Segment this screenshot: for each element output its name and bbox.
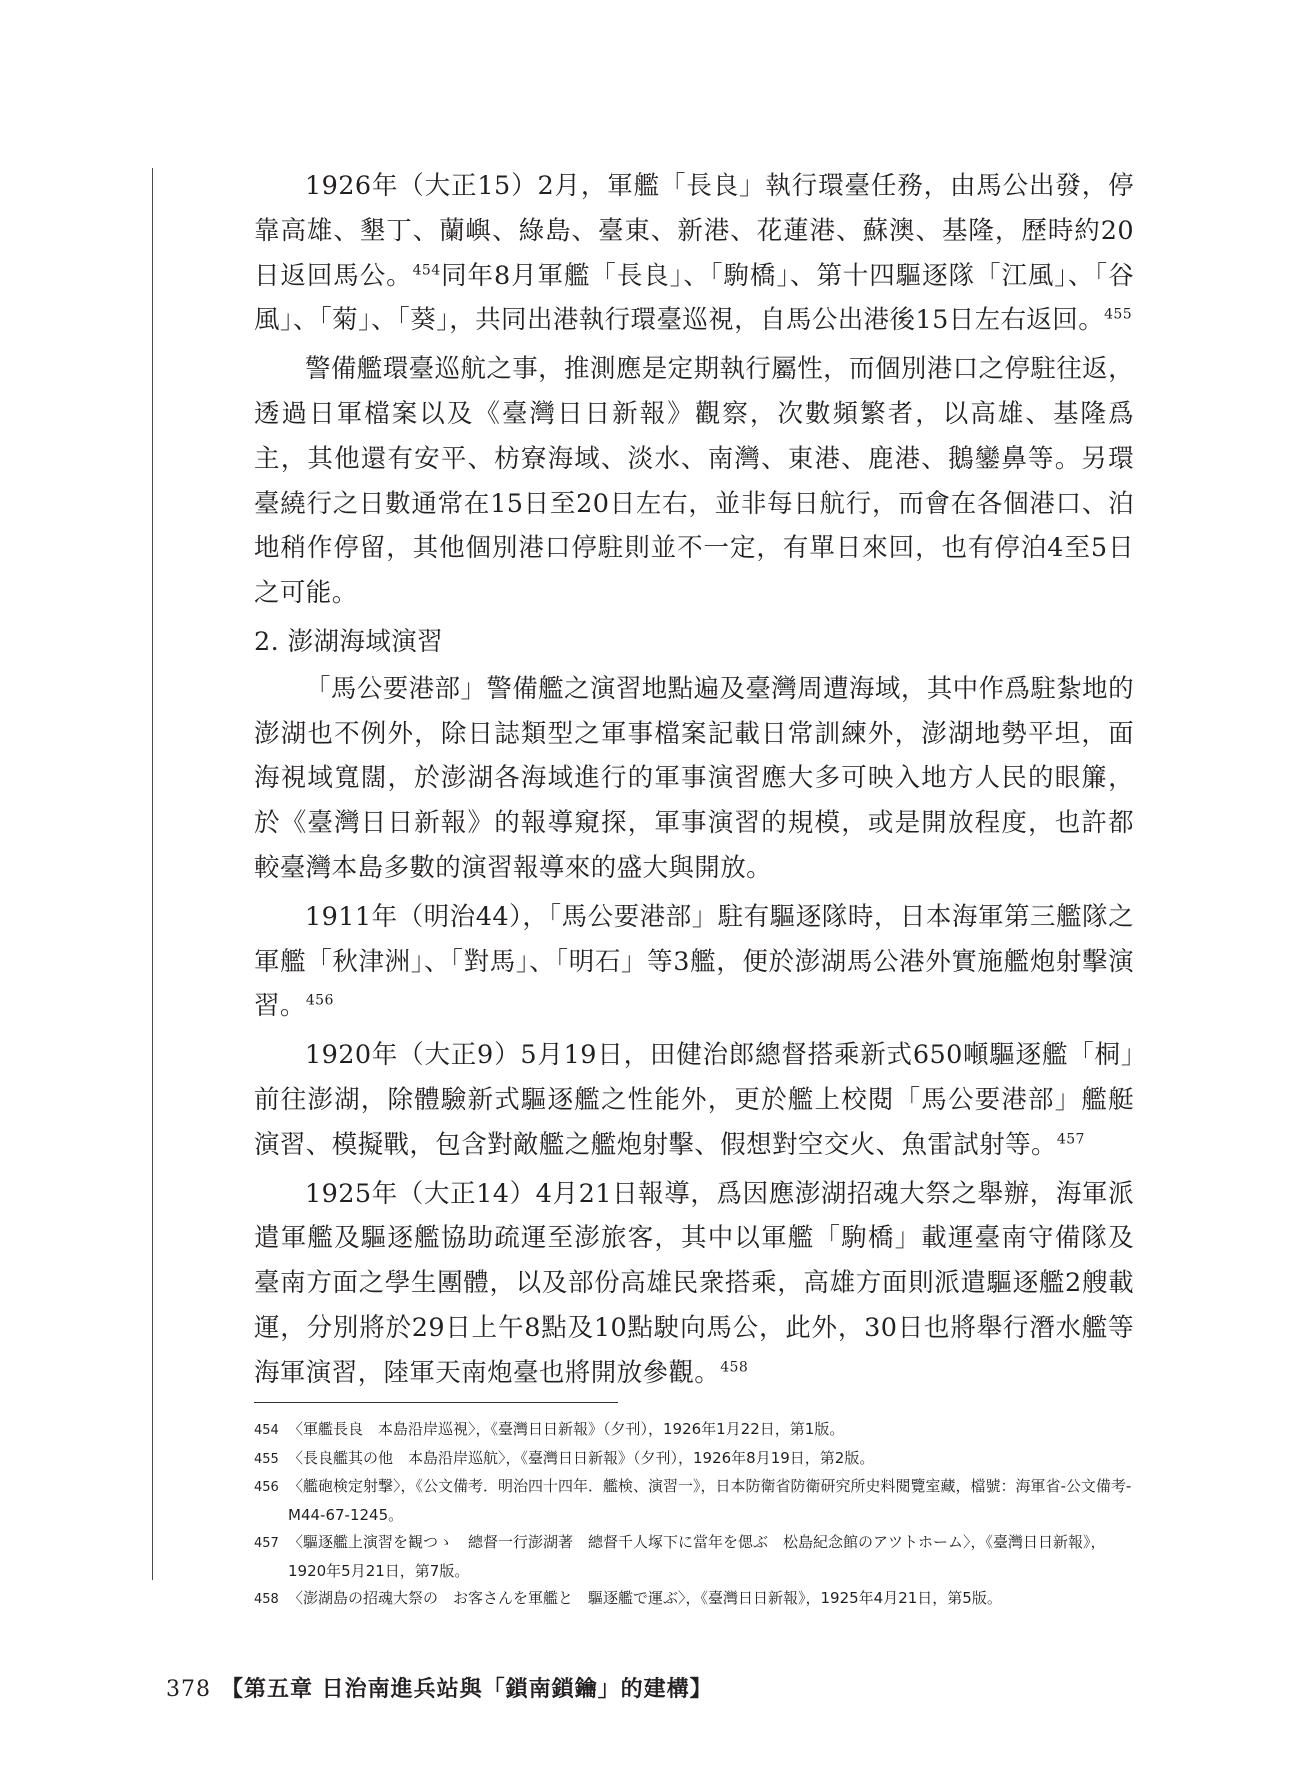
footnote-number: 457	[254, 1536, 279, 1551]
footnote-text: 〈艦砲検定射撃〉，《公文備考．明治四十四年．艦検、演習一》，日本防衛省防衛研究所史料閱覽室藏，檔號：海軍省-公文備考-M44-67-1245。	[288, 1477, 1132, 1524]
footnote-separator	[254, 1402, 618, 1403]
paragraph-6-text: 1925年（大正14）4月21日報導，爲因應澎湖招魂大祭之舉辦，海軍派遣軍艦及驅逐艦協助疏運至澎旅客，其中以軍艦「駒橋」載運臺南守備隊及臺南方面之學生團體，以及部份高雄民衆搭乘，高雄方面則派遣驅逐艦2艘載運，分別將於29日上午8點及10點駛向馬公，此外，30日也將舉行潛水艦等海軍演習，陸軍天南炮臺也將開放參觀。	[254, 1178, 1134, 1388]
paragraph-3: 「馬公要港部」警備艦之演習地點遍及臺灣周遭海域，其中作爲駐紮地的澎湖也不例外，除日誌類型之軍事檔案記載日常訓練外，澎湖地勢平坦，面海視域寬闊，於澎湖各海域進行的軍事演習應大多可映入地方人民的眼簾，於《臺灣日日新報》的報導窺探，軍事演習的規模，或是開放程度，也許都較臺灣本島多數的演習報導來的盛大與開放。	[254, 673, 1134, 883]
footnote-number: 458	[254, 1592, 279, 1607]
footnote-ref-458: 458	[720, 1359, 749, 1376]
footnote-text: 〈澎湖島の招魂大祭の お客さんを軍艦と 驅逐艦で運ぶ〉，《臺灣日日新報》，1925年4月21日，第5版。	[288, 1589, 1002, 1607]
page-footer	[166, 1672, 713, 1703]
footnote-458	[254, 1585, 1134, 1614]
paragraph-5	[254, 1033, 1134, 1167]
chapter-title: 【第五章 日治南進兵站與「鎖南鎖鑰」的建構】	[221, 1676, 713, 1702]
footnote-ref-455: 455	[1104, 306, 1133, 323]
footnote-ref-454: 454	[412, 262, 441, 279]
section-heading: 2. 澎湖海域演習	[254, 626, 444, 657]
margin-rule	[152, 168, 153, 1580]
footnotes	[254, 1416, 1134, 1614]
footnote-ref-456: 456	[305, 992, 334, 1009]
footnote-number: 454	[254, 1423, 279, 1438]
paragraph-1	[254, 164, 1134, 343]
paragraph-4	[254, 895, 1134, 1029]
paragraph-4-text: 1911年（明治44），「馬公要港部」駐有驅逐隊時，日本海軍第三艦隊之軍艦「秋津洲」、「對馬」、「明石」等3艦，便於澎湖馬公港外實施艦炮射擊演習。	[254, 901, 1134, 1022]
paragraph-1-part-2: 同年8月軍艦「長良」、「駒橋」、第十四驅逐隊「江風」、「谷風」、「菊」、「葵」，共同出港執行環臺巡視，自馬公出港後15日左右返回。	[254, 260, 1135, 336]
footnote-456	[254, 1473, 1134, 1529]
footnote-text: 〈驅逐艦上演習を観つゝ 總督一行澎湖著 總督千人塚下に當年を偲ぶ 松島紀念館のアツトホーム〉，《臺灣日日新報》，1920年5月21日，第7版。	[288, 1533, 1106, 1580]
paragraph-2: 警備艦環臺巡航之事，推測應是定期執行屬性，而個別港口之停駐往返，透過日軍檔案以及《臺灣日日新報》觀察，次數頻繁者，以高雄、基隆爲主，其他還有安平、枋寮海域、淡水、南灣、東港、鹿港、鵝鑾鼻等。另環臺繞行之日數通常在15日至20日左右，並非每日航行，而會在各個港口、泊地稍作停留，其他個別港口停駐則並不一定，有單日來回，也有停泊4至5日之可能。	[254, 354, 1134, 609]
footnote-455	[254, 1445, 1134, 1474]
main-text	[254, 164, 1134, 1400]
paragraph-1-part-1: 1926年（大正15）2月，軍艦「長良」執行環臺任務，由馬公出發，停靠高雄、墾丁、蘭嶼、綠島、臺東、新港、花蓮港、蘇澳、基隆，歷時約20日返回馬公。	[254, 171, 1134, 291]
footnote-ref-457: 457	[1056, 1131, 1085, 1148]
page-number: 378	[166, 1677, 211, 1702]
paragraph-6	[254, 1172, 1134, 1396]
footnote-number: 456	[254, 1480, 279, 1495]
paragraph-5-text: 1920年（大正9）5月19日，田健治郎總督搭乘新式650噸驅逐艦「桐」前往澎湖，除體驗新式驅逐艦之性能外，更於艦上校閱「馬公要港部」艦艇演習、模擬戰，包含對敵艦之艦炮射擊、假想對空交火、魚雷試射等。	[254, 1040, 1134, 1160]
footnote-text: 〈軍艦長良 本島沿岸巡視〉，《臺灣日日新報》（夕刊），1926年1月22日，第1版。	[288, 1420, 845, 1438]
footnote-454	[254, 1416, 1134, 1445]
footnote-457	[254, 1529, 1134, 1585]
footnote-text: 〈長良艦其の他 本島沿岸巡航〉，《臺灣日日新報》（夕刊），1926年8月19日，第2版。	[288, 1448, 875, 1467]
footnote-number: 455	[254, 1451, 279, 1467]
